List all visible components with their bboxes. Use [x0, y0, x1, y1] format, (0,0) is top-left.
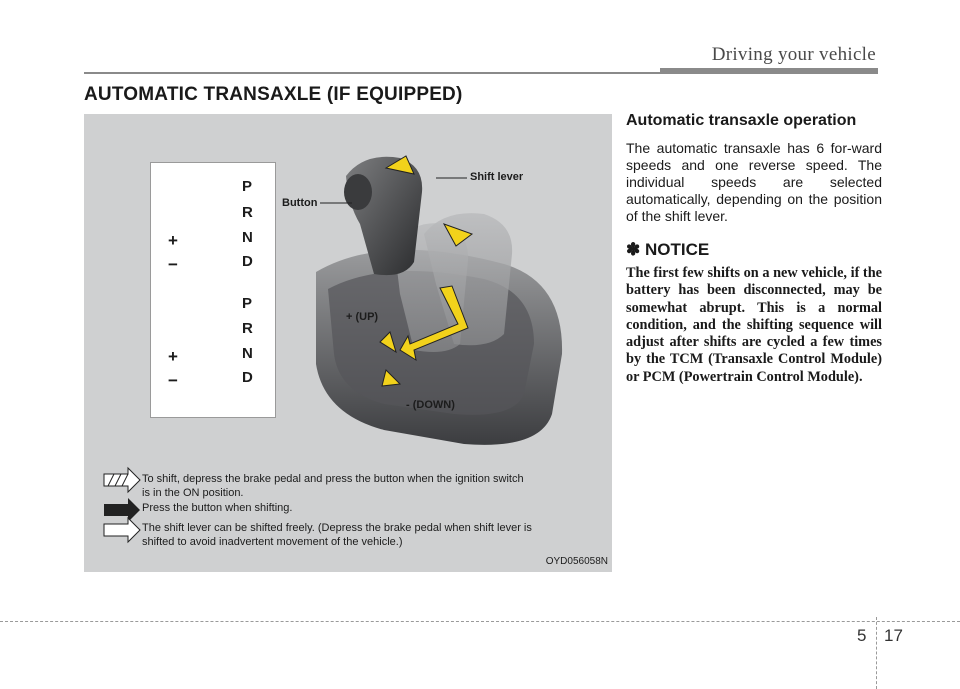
section-title: AUTOMATIC TRANSAXLE (IF EQUIPPED)	[84, 84, 463, 105]
button-label: Button	[282, 197, 318, 209]
gear-p-top: P	[242, 178, 253, 195]
hatched-arrow-icon	[104, 468, 140, 492]
gear-d-top: D	[242, 253, 253, 270]
plus-sign-bottom: +	[168, 347, 178, 366]
notice-heading: ✽ NOTICE	[626, 240, 710, 259]
minus-sign-top: −	[168, 255, 178, 274]
page-number: 17	[884, 626, 903, 645]
up-label: + (UP)	[346, 311, 379, 323]
gear-r-bottom: R	[242, 320, 253, 337]
subsection-heading: Automatic transaxle operation	[626, 112, 857, 129]
plus-sign-top: +	[168, 231, 178, 250]
notice-paragraph: The first few shifts on a new vehicle, if the battery has been disconnected, may be somewhat abrupt. This is a normal condition, and the shifting sequence will adjust after shifts are cycled a few times by the TCM (Transaxle Control Module) or PCM (Powertrain Control Module).	[626, 265, 882, 385]
shift-lever-label: Shift lever	[470, 171, 524, 183]
minus-sign-bottom: −	[168, 371, 178, 390]
gear-n-top: N	[242, 229, 253, 246]
chapter-number: 5	[857, 626, 867, 645]
legend-item-outline: The shift lever can be shifted freely. (Depress the brake pedal when shift lever is shifted to avoid inadvertent movement of the vehicle.)	[142, 522, 532, 548]
body-paragraph: The automatic transaxle has 6 for-ward speeds and one reverse speed. The individual speeds are selected automatically, depending on the position of the shift lever.	[626, 140, 882, 224]
legend-item-solid: Press the button when shifting.	[142, 502, 293, 514]
solid-arrow-icon	[104, 498, 140, 522]
header-rule-accent	[660, 68, 878, 74]
gear-p-bottom: P	[242, 295, 253, 312]
gear-r-top: R	[242, 204, 253, 221]
gear-d-bottom: D	[242, 369, 253, 386]
legend-item-hatched: To shift, depress the brake pedal and press the button when the ignition switch is in the ON position.	[142, 473, 524, 499]
figure-code: OYD056058N	[545, 556, 608, 567]
outline-arrow-icon	[104, 518, 140, 542]
down-label: - (DOWN)	[406, 399, 455, 411]
running-header: Driving your vehicle	[711, 44, 876, 65]
gear-n-bottom: N	[242, 345, 253, 362]
page-number-separator	[876, 617, 878, 689]
footer-rule	[0, 621, 960, 622]
